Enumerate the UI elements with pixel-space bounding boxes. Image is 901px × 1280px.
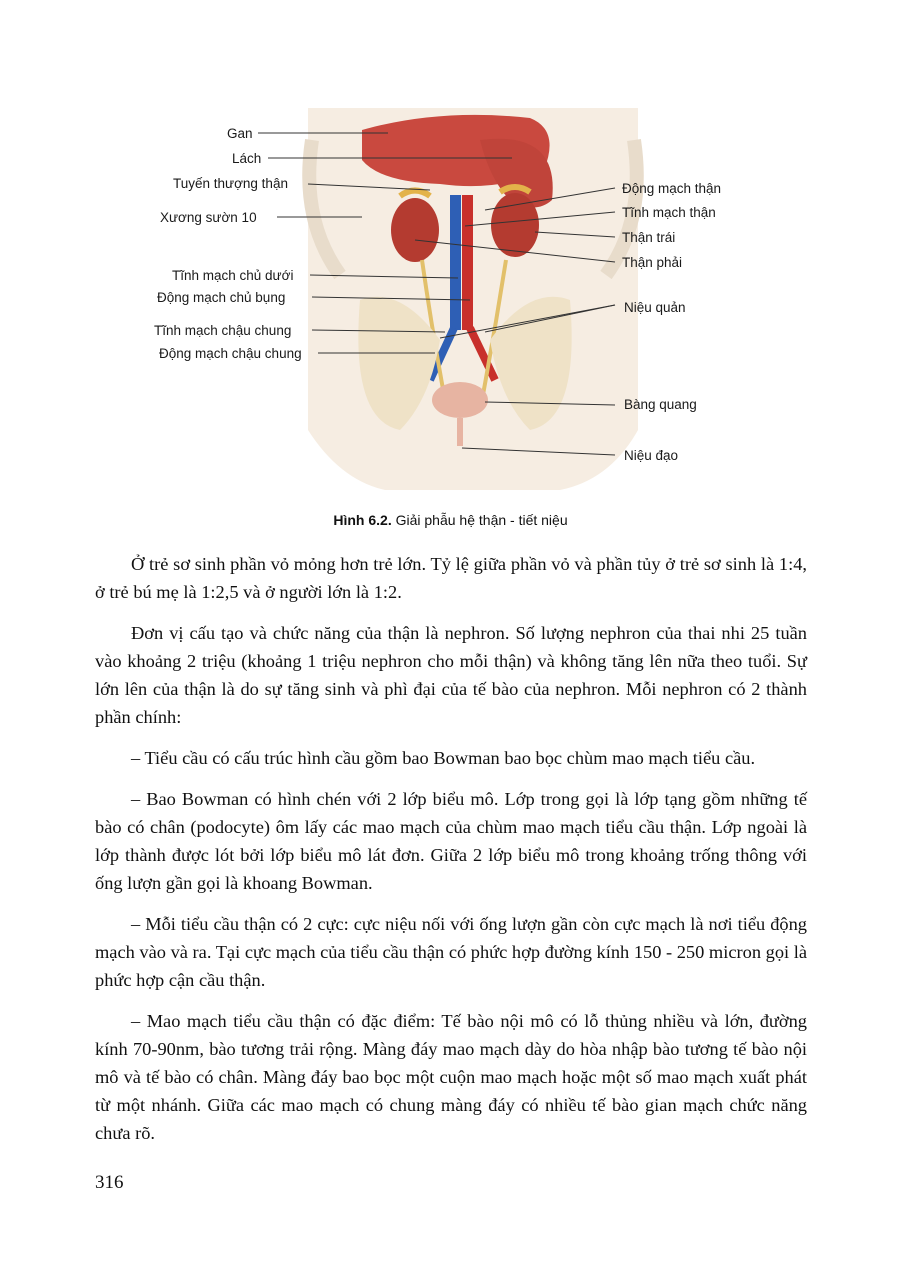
label-urethra: Niệu đạo: [624, 448, 679, 463]
bullet-1: – Tiểu cầu có cấu trúc hình cầu gồm bao Bowman bao bọc chùm mao mạch tiểu cầu.: [131, 748, 756, 768]
label-ureter: Niệu quản: [624, 300, 686, 315]
figure-caption: [0, 512, 901, 528]
anatomy-figure: [140, 100, 780, 495]
label-left-kidney: Thận trái: [622, 230, 676, 245]
bullet-3: – Mỗi tiểu cầu thận có 2 cực: cực niệu nối với ống lượn gần còn cực mạch là nơi tiểu động mạch vào và ra. Tại cực mạch của tiểu cầu thận có phức hợp đường kính 150 - 250 micron gọi là phức hợp cận cầu thận.: [95, 914, 807, 990]
body-text: [95, 550, 807, 1160]
label-ivc: Tĩnh mạch chủ dưới: [172, 268, 294, 283]
label-right-kidney: Thận phải: [622, 255, 683, 270]
page-number: 316: [95, 1172, 124, 1193]
bullet-4: – Mao mạch tiểu cầu thận có đặc điểm: Tế bào nội mô có lỗ thủng nhiều và lớn, đường kính 70-90nm, bào tương trải rộng. Màng đáy mao mạch dày do hòa nhập bào tương tế bào nội mô và tế bào có chân. Màng đáy bao bọc một cuộn mao mạch hoặc một số mao mạch xuất phát từ một nhánh. Giữa các mao mạch có chung màng đáy có nhiều tế bào gian mạch chức năng chưa rõ.: [95, 1011, 807, 1143]
paragraph-2: Đơn vị cấu tạo và chức năng của thận là nephron. Số lượng nephron của thai nhi 25 tuần vào khoảng 2 triệu (khoảng 1 triệu nephron cho mỗi thận) và không tăng lên nữa theo tuổi. Sự lớn lên của thận là do sự tăng sinh và phì đại của tế bào của nephron. Mỗi nephron có 2 thành phần chính:: [95, 623, 807, 727]
label-renal-vein: Tĩnh mạch thận: [622, 205, 716, 220]
paragraph-1: Ở trẻ sơ sinh phần vỏ mỏng hơn trẻ lớn. Tỷ lệ giữa phần vỏ và phần tủy ở trẻ sơ sinh là 1:4, ở trẻ bú mẹ là 1:2,5 và ở người lớn là 1:2.: [95, 554, 807, 602]
label-renal-artery: Động mạch thận: [622, 181, 722, 196]
label-rib10: Xương sườn 10: [160, 210, 257, 225]
label-iliac-vein: Tĩnh mạch chậu chung: [154, 323, 292, 338]
bladder: [432, 382, 488, 418]
caption-text: Giải phẫu hệ thận - tiết niệu: [395, 512, 568, 528]
label-bladder: Bàng quang: [624, 397, 697, 412]
left-kidney: [491, 193, 539, 257]
right-kidney: [391, 198, 439, 262]
label-aorta: Động mạch chủ bụng: [157, 290, 286, 305]
label-spleen: Lách: [232, 151, 262, 166]
inferior-vena-cava: [450, 195, 461, 330]
caption-number: Hình 6.2.: [333, 512, 392, 528]
abdominal-aorta: [462, 195, 473, 330]
label-adrenal: Tuyến thượng thận: [173, 176, 288, 191]
urethra: [457, 418, 463, 446]
urinary-anatomy-illustration: [140, 100, 780, 495]
bullet-2: – Bao Bowman có hình chén với 2 lớp biểu mô. Lớp trong gọi là lớp tạng gồm những tế bào có chân (podocyte) ôm lấy các mao mạch của chùm mao mạch tiểu cầu thận. Lớp ngoài là lớp thành được lót bởi lớp biểu mô lát đơn. Giữa 2 lớp biểu mô trong khoảng trống thông với ống lượn gần gọi là khoang Bowman.: [95, 789, 807, 893]
label-iliac-artery: Động mạch chậu chung: [159, 346, 302, 361]
label-liver: Gan: [227, 126, 253, 141]
